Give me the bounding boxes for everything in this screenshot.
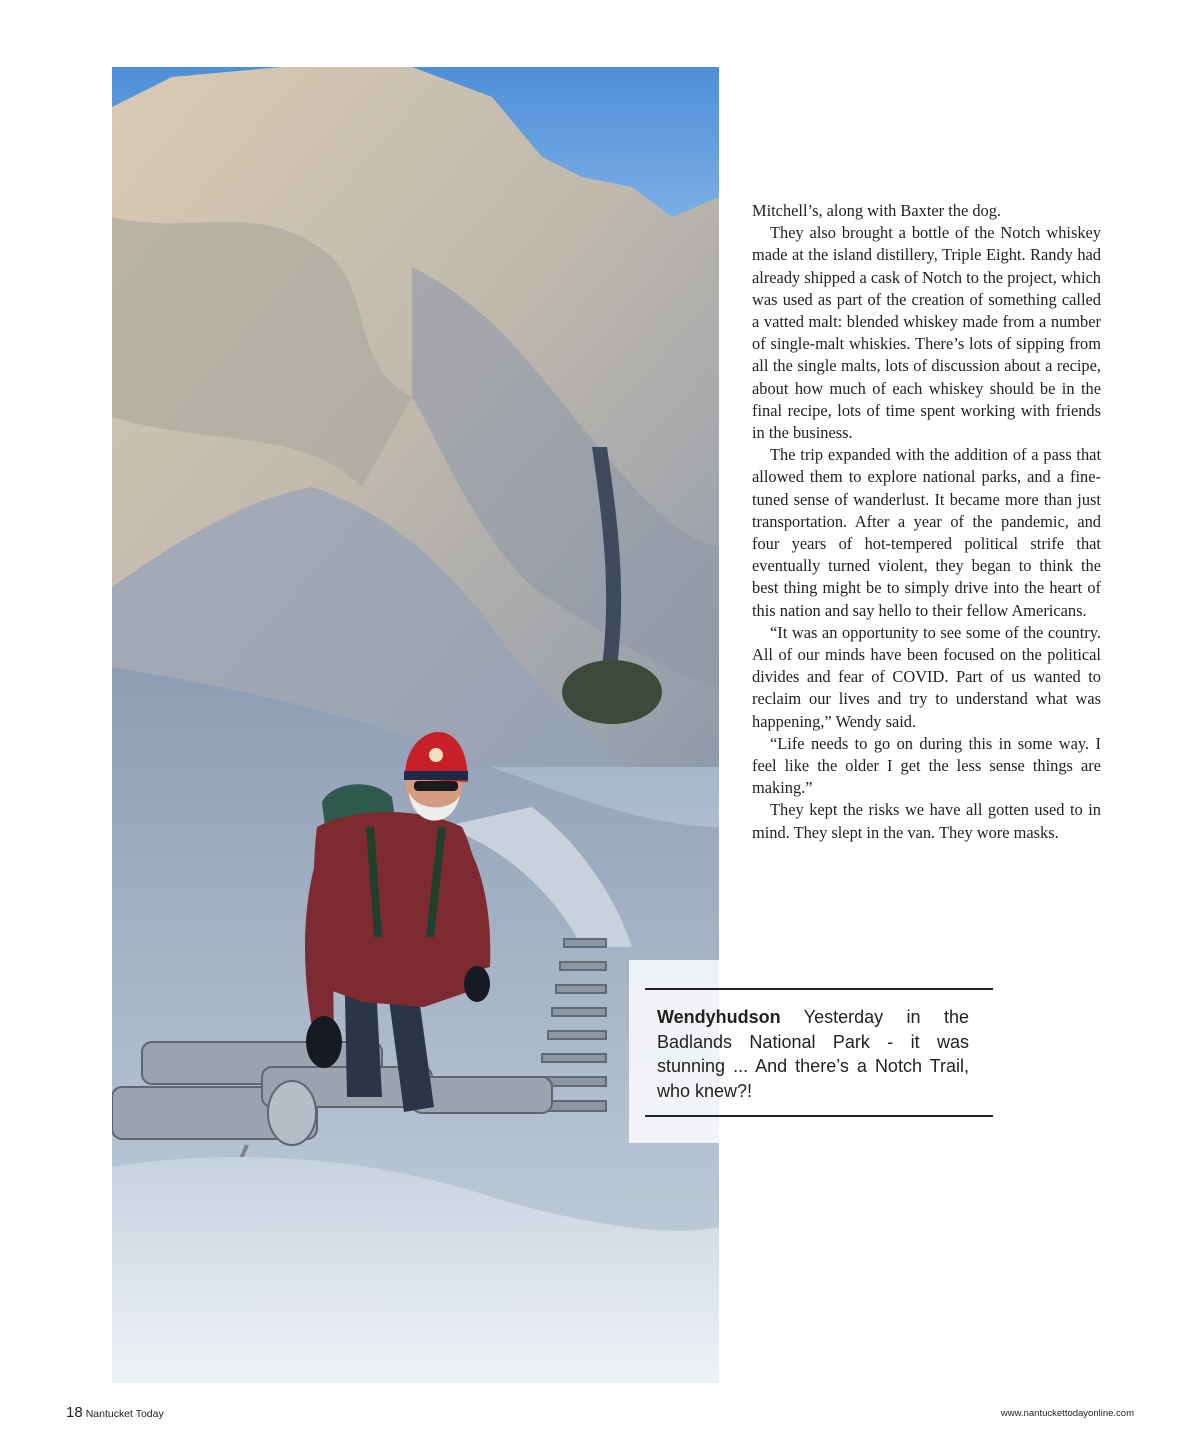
website-url: www.nantuckettodayonline.com bbox=[1000, 1408, 1134, 1419]
caption-handle: Wendyhudson bbox=[657, 1007, 781, 1027]
article-paragraph: The trip expanded with the addition of a pass that allowed them to explore national parks, and a fine-tuned sense of wanderlust. It became more than just transportation. After a year of the pandemic, and four years of hot-tempered political strife that eventually turned violent, they began to think the best thing might be to simply drive into the heart of this nation and say hello to their fellow Americans. bbox=[752, 445, 1101, 620]
article-paragraph: Mitchell’s, along with Baxter the dog. bbox=[752, 201, 1002, 220]
caption-text bbox=[657, 1005, 969, 1103]
article-paragraph: “Life needs to go on during this in some way. I feel like the older I get the less sense things are making.” bbox=[752, 733, 1101, 798]
article-paragraph: They kept the risks we have all gotten used to in mind. They slept in the van. They wore masks. bbox=[752, 800, 1101, 842]
page-number: 18 bbox=[66, 1404, 83, 1421]
article-body bbox=[752, 200, 1101, 844]
photo-caption bbox=[645, 988, 993, 1117]
article-paragraph: They also brought a bottle of the Notch whiskey made at the island distillery, Triple Eight. Randy had already shipped a cask of Notch to the project, which was used as part of the creation of something called a vatted malt: blended whiskey made from a number of single-malt whiskies. There’s lots of sipping from all the single malts, lots of discussion about a recipe, about how much of each whiskey should be in the final recipe, lots of time spent working with friends in the business. bbox=[752, 223, 1101, 443]
article-paragraph: “It was an opportunity to see some of the country. All of our minds have been focused on the political divides and fear of COVID. Part of us wanted to reclaim our lives and try to understand what was happening,” Wendy said. bbox=[752, 622, 1101, 731]
publication-name: Nantucket Today bbox=[85, 1408, 164, 1420]
photo-illustration bbox=[112, 67, 719, 1383]
badlands-notch-trail-photo bbox=[112, 67, 719, 1383]
page-footer-left bbox=[66, 1404, 164, 1422]
caption-body: Yesterday in the Badlands National Park - it was stunning ... And there’s a Notch Trail, who knew?! bbox=[657, 1007, 969, 1101]
